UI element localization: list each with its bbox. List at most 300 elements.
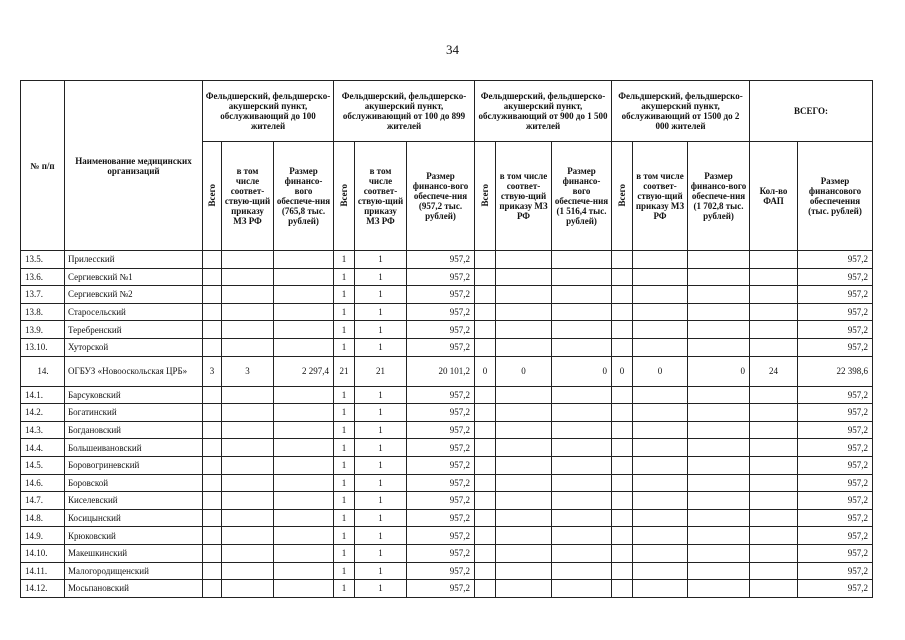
row-value-cell [496, 562, 552, 580]
row-value-cell [274, 386, 334, 404]
row-value-cell [222, 456, 274, 474]
row-value-cell [274, 286, 334, 304]
table-row [21, 321, 873, 339]
row-value-cell: 1 [334, 509, 355, 527]
row-value-cell: 957,2 [407, 338, 475, 356]
row-value-cell: 957,2 [798, 338, 873, 356]
row-value-cell [496, 404, 552, 422]
header-fin-g2: Размер финансо-вого обеспече-ния (957,2 тыс. рублей) [407, 142, 475, 251]
row-number: 14.11. [21, 562, 65, 580]
row-value-cell: 1 [355, 303, 407, 321]
row-value-cell: 957,2 [407, 404, 475, 422]
header-group-100-899: Фельдшерский, фельдшерско-акушерский пункт, обслуживающий от 100 до 899 жителей [334, 81, 475, 142]
row-value-cell [496, 580, 552, 598]
header-total-g4: Всего [612, 142, 633, 251]
table-row [21, 404, 873, 422]
row-value-cell: 1 [355, 338, 407, 356]
row-value-cell: 957,2 [407, 562, 475, 580]
row-value-cell [750, 404, 798, 422]
row-value-cell: 1 [355, 527, 407, 545]
row-value-cell [222, 580, 274, 598]
row-value-cell: 1 [355, 251, 407, 269]
row-value-cell [612, 421, 633, 439]
row-value-cell [633, 509, 688, 527]
row-value-cell [688, 251, 750, 269]
row-value-cell: 2 297,4 [274, 356, 334, 386]
row-value-cell: 957,2 [798, 580, 873, 598]
row-value-cell [688, 527, 750, 545]
row-value-cell: 957,2 [798, 562, 873, 580]
row-value-cell [496, 421, 552, 439]
row-number: 14.2. [21, 404, 65, 422]
header-group-up-to-100: Фельдшерский, фельдшерско-акушерский пункт, обслуживающий до 100 жителей [203, 81, 334, 142]
row-value-cell [750, 321, 798, 339]
row-value-cell [612, 386, 633, 404]
row-value-cell [496, 439, 552, 457]
row-value-cell [633, 562, 688, 580]
row-value-cell [750, 268, 798, 286]
row-value-cell [496, 527, 552, 545]
row-number: 13.9. [21, 321, 65, 339]
row-org-name: Мосьпановский [65, 580, 203, 598]
row-value-cell: 0 [496, 356, 552, 386]
row-number: 14.10. [21, 544, 65, 562]
row-org-name: Хуторской [65, 338, 203, 356]
row-value-cell [633, 251, 688, 269]
row-value-cell: 1 [334, 527, 355, 545]
row-value-cell [203, 456, 222, 474]
row-value-cell [496, 268, 552, 286]
row-value-cell [633, 474, 688, 492]
row-value-cell [274, 492, 334, 510]
row-value-cell [633, 338, 688, 356]
row-value-cell: 1 [334, 439, 355, 457]
row-value-cell: 1 [334, 338, 355, 356]
row-value-cell [475, 456, 496, 474]
row-value-cell [274, 544, 334, 562]
row-value-cell [274, 562, 334, 580]
row-value-cell [633, 404, 688, 422]
row-value-cell: 1 [334, 286, 355, 304]
row-value-cell [552, 456, 612, 474]
row-value-cell [274, 456, 334, 474]
row-value-cell [496, 286, 552, 304]
row-value-cell [688, 492, 750, 510]
row-number: 14.5. [21, 456, 65, 474]
row-number: 14.3. [21, 421, 65, 439]
row-value-cell: 1 [334, 251, 355, 269]
row-value-cell [475, 580, 496, 598]
row-value-cell [552, 268, 612, 286]
row-value-cell [612, 492, 633, 510]
row-value-cell [750, 251, 798, 269]
row-value-cell [552, 421, 612, 439]
row-value-cell: 1 [334, 562, 355, 580]
row-value-cell [750, 580, 798, 598]
row-value-cell [750, 509, 798, 527]
row-value-cell: 21 [334, 356, 355, 386]
row-value-cell: 957,2 [798, 492, 873, 510]
row-value-cell [688, 580, 750, 598]
row-value-cell [203, 404, 222, 422]
row-value-cell [203, 338, 222, 356]
row-value-cell [612, 321, 633, 339]
row-value-cell [475, 527, 496, 545]
row-value-cell [475, 562, 496, 580]
row-value-cell [274, 474, 334, 492]
row-value-cell [496, 251, 552, 269]
row-value-cell [750, 386, 798, 404]
row-value-cell [688, 404, 750, 422]
row-value-cell [475, 286, 496, 304]
row-value-cell: 1 [334, 456, 355, 474]
row-value-cell [688, 286, 750, 304]
row-value-cell [274, 404, 334, 422]
row-value-cell [496, 544, 552, 562]
row-number: 14.8. [21, 509, 65, 527]
row-value-cell [612, 338, 633, 356]
row-value-cell [750, 286, 798, 304]
row-value-cell: 0 [552, 356, 612, 386]
row-value-cell [688, 338, 750, 356]
row-number: 13.10. [21, 338, 65, 356]
row-value-cell [203, 251, 222, 269]
row-value-cell [222, 321, 274, 339]
row-org-name: ОГБУЗ «Новооскольская ЦРБ» [65, 356, 203, 386]
row-value-cell [222, 303, 274, 321]
row-value-cell [222, 268, 274, 286]
row-value-cell [688, 386, 750, 404]
row-value-cell: 0 [633, 356, 688, 386]
row-value-cell [612, 527, 633, 545]
row-value-cell [552, 580, 612, 598]
row-value-cell [496, 492, 552, 510]
row-value-cell [475, 338, 496, 356]
header-order-g1: в том числе соответ-ствую-щий приказу МЗ РФ [222, 142, 274, 251]
row-value-cell [633, 321, 688, 339]
row-value-cell [612, 474, 633, 492]
row-value-cell: 1 [355, 509, 407, 527]
row-value-cell: 1 [355, 544, 407, 562]
row-value-cell: 1 [355, 439, 407, 457]
row-value-cell [612, 562, 633, 580]
row-value-cell [274, 268, 334, 286]
row-org-name: Крюковский [65, 527, 203, 545]
row-value-cell: 957,2 [798, 439, 873, 457]
row-value-cell: 1 [334, 492, 355, 510]
row-value-cell [222, 251, 274, 269]
row-value-cell [612, 580, 633, 598]
row-value-cell [552, 562, 612, 580]
row-value-cell: 957,2 [407, 492, 475, 510]
table-row [21, 338, 873, 356]
row-value-cell [552, 404, 612, 422]
row-value-cell: 0 [475, 356, 496, 386]
row-value-cell [222, 527, 274, 545]
row-value-cell [612, 509, 633, 527]
row-value-cell [496, 338, 552, 356]
table-row [21, 286, 873, 304]
table-header [21, 81, 873, 251]
row-value-cell [688, 509, 750, 527]
row-value-cell [222, 404, 274, 422]
row-value-cell [475, 386, 496, 404]
row-value-cell [222, 474, 274, 492]
row-number: 13.8. [21, 303, 65, 321]
row-value-cell [222, 286, 274, 304]
row-value-cell [633, 544, 688, 562]
row-value-cell [552, 544, 612, 562]
row-number: 14.12. [21, 580, 65, 598]
row-value-cell [222, 544, 274, 562]
row-value-cell [203, 439, 222, 457]
row-value-cell [552, 474, 612, 492]
row-value-cell: 22 398,6 [798, 356, 873, 386]
header-count-fap: Кол-во ФАП [750, 142, 798, 251]
row-value-cell [552, 386, 612, 404]
row-value-cell: 1 [334, 386, 355, 404]
header-org-name: Наименование медицинских организаций [65, 81, 203, 251]
row-number: 14.1. [21, 386, 65, 404]
header-total-fin: Размер финансового обеспечения (тыс. рублей) [798, 142, 873, 251]
row-value-cell [222, 421, 274, 439]
row-value-cell [750, 421, 798, 439]
header-fin-g3: Размер финансо-вого обеспече-ния (1 516,4 тыс. рублей) [552, 142, 612, 251]
row-value-cell [612, 439, 633, 457]
row-value-cell [475, 474, 496, 492]
row-value-cell [222, 492, 274, 510]
row-value-cell: 957,2 [407, 268, 475, 286]
row-value-cell [552, 439, 612, 457]
row-value-cell: 20 101,2 [407, 356, 475, 386]
row-value-cell: 957,2 [407, 474, 475, 492]
row-value-cell [552, 303, 612, 321]
row-value-cell [475, 404, 496, 422]
header-group-1500-2000: Фельдшерский, фельдшерско-акушерский пункт, обслуживающий от 1500 до 2 000 жителей [612, 81, 750, 142]
table-row [21, 356, 873, 386]
row-number: 14. [21, 356, 65, 386]
header-order-g3: в том числе соответ-ствую-щий приказу МЗ РФ [496, 142, 552, 251]
header-group-total: ВСЕГО: [750, 81, 873, 142]
row-value-cell [750, 439, 798, 457]
row-value-cell [203, 321, 222, 339]
row-number: 14.9. [21, 527, 65, 545]
row-value-cell: 957,2 [407, 456, 475, 474]
row-value-cell [633, 286, 688, 304]
row-org-name: Сергиевский №1 [65, 268, 203, 286]
table-row [21, 303, 873, 321]
row-value-cell [274, 580, 334, 598]
table-row [21, 386, 873, 404]
row-value-cell [552, 321, 612, 339]
row-value-cell [203, 268, 222, 286]
row-value-cell [203, 492, 222, 510]
table-row [21, 474, 873, 492]
table-row [21, 439, 873, 457]
row-value-cell [274, 509, 334, 527]
row-value-cell: 957,2 [407, 439, 475, 457]
row-value-cell: 1 [355, 404, 407, 422]
header-total-g1: Всего [203, 142, 222, 251]
row-value-cell [274, 303, 334, 321]
row-value-cell [475, 509, 496, 527]
row-value-cell: 1 [355, 580, 407, 598]
row-value-cell: 957,2 [407, 544, 475, 562]
row-value-cell [552, 527, 612, 545]
table-body [21, 251, 873, 598]
row-value-cell: 1 [334, 268, 355, 286]
row-value-cell: 1 [355, 492, 407, 510]
row-value-cell: 957,2 [407, 251, 475, 269]
row-value-cell [688, 439, 750, 457]
row-value-cell [633, 456, 688, 474]
row-value-cell: 1 [355, 474, 407, 492]
row-value-cell: 1 [334, 404, 355, 422]
header-num: № п/п [21, 81, 65, 251]
row-value-cell: 957,2 [798, 527, 873, 545]
row-value-cell [222, 509, 274, 527]
row-value-cell [688, 268, 750, 286]
row-value-cell [496, 456, 552, 474]
row-org-name: Малогородищенский [65, 562, 203, 580]
row-value-cell [688, 421, 750, 439]
row-value-cell: 957,2 [407, 509, 475, 527]
row-value-cell [203, 421, 222, 439]
row-org-name: Косицынский [65, 509, 203, 527]
row-value-cell [552, 492, 612, 510]
row-value-cell [203, 527, 222, 545]
row-org-name: Большеивановский [65, 439, 203, 457]
row-value-cell: 1 [355, 421, 407, 439]
row-value-cell [612, 456, 633, 474]
row-value-cell [475, 439, 496, 457]
fap-table [20, 80, 873, 598]
row-org-name: Старосельский [65, 303, 203, 321]
row-value-cell [203, 286, 222, 304]
header-total-g3: Всего [475, 142, 496, 251]
row-value-cell [612, 286, 633, 304]
row-org-name: Прилесский [65, 251, 203, 269]
table-row [21, 580, 873, 598]
row-value-cell [552, 338, 612, 356]
row-org-name: Барсуковский [65, 386, 203, 404]
header-order-g2: в том числе соответ-ствую-щий приказу МЗ РФ [355, 142, 407, 251]
row-value-cell [274, 321, 334, 339]
row-value-cell: 957,2 [798, 386, 873, 404]
header-total-g2: Всего [334, 142, 355, 251]
row-value-cell [633, 268, 688, 286]
row-value-cell: 0 [612, 356, 633, 386]
row-value-cell: 24 [750, 356, 798, 386]
row-value-cell: 1 [355, 386, 407, 404]
row-value-cell [612, 268, 633, 286]
row-value-cell [750, 474, 798, 492]
row-value-cell [496, 303, 552, 321]
row-value-cell [203, 303, 222, 321]
row-value-cell: 3 [222, 356, 274, 386]
row-value-cell [475, 303, 496, 321]
row-value-cell: 1 [355, 268, 407, 286]
row-value-cell [475, 268, 496, 286]
row-value-cell: 21 [355, 356, 407, 386]
row-value-cell [633, 386, 688, 404]
row-value-cell: 957,2 [798, 268, 873, 286]
row-value-cell [475, 544, 496, 562]
row-value-cell [496, 474, 552, 492]
row-value-cell [688, 474, 750, 492]
row-value-cell [496, 509, 552, 527]
row-value-cell [222, 439, 274, 457]
row-value-cell [688, 456, 750, 474]
row-value-cell [688, 303, 750, 321]
row-value-cell [203, 509, 222, 527]
row-value-cell: 957,2 [407, 421, 475, 439]
page-number: 34 [446, 42, 459, 57]
row-value-cell: 1 [334, 474, 355, 492]
row-value-cell [222, 338, 274, 356]
row-value-cell [552, 251, 612, 269]
row-org-name: Киселевский [65, 492, 203, 510]
row-value-cell: 957,2 [798, 251, 873, 269]
row-value-cell [612, 303, 633, 321]
row-value-cell: 957,2 [798, 404, 873, 422]
row-value-cell: 957,2 [798, 509, 873, 527]
row-value-cell: 957,2 [407, 386, 475, 404]
row-value-cell [688, 562, 750, 580]
row-value-cell [633, 439, 688, 457]
row-value-cell: 1 [355, 456, 407, 474]
row-value-cell: 957,2 [407, 286, 475, 304]
row-value-cell [222, 562, 274, 580]
row-value-cell [475, 492, 496, 510]
row-org-name: Богатинский [65, 404, 203, 422]
row-value-cell [612, 251, 633, 269]
table-row [21, 562, 873, 580]
row-value-cell [552, 509, 612, 527]
row-value-cell: 957,2 [798, 421, 873, 439]
row-value-cell [633, 527, 688, 545]
row-value-cell [633, 421, 688, 439]
row-value-cell: 957,2 [798, 544, 873, 562]
row-value-cell [203, 562, 222, 580]
row-number: 14.4. [21, 439, 65, 457]
row-value-cell [203, 580, 222, 598]
row-value-cell: 957,2 [407, 527, 475, 545]
row-value-cell [203, 386, 222, 404]
row-number: 14.7. [21, 492, 65, 510]
row-value-cell [274, 527, 334, 545]
header-order-g4: в том числе соответ-ствую-щий приказу МЗ РФ [633, 142, 688, 251]
table-row [21, 492, 873, 510]
row-value-cell [688, 321, 750, 339]
row-value-cell: 1 [334, 580, 355, 598]
row-value-cell [750, 527, 798, 545]
row-value-cell: 1 [355, 286, 407, 304]
row-value-cell [612, 404, 633, 422]
row-org-name: Теребренский [65, 321, 203, 339]
table-row [21, 268, 873, 286]
row-value-cell: 3 [203, 356, 222, 386]
row-value-cell: 1 [334, 421, 355, 439]
row-value-cell [496, 321, 552, 339]
row-number: 14.6. [21, 474, 65, 492]
row-org-name: Боровской [65, 474, 203, 492]
row-org-name: Макешкинский [65, 544, 203, 562]
row-value-cell: 1 [355, 321, 407, 339]
row-value-cell [750, 456, 798, 474]
row-value-cell: 1 [334, 303, 355, 321]
row-value-cell: 957,2 [798, 321, 873, 339]
